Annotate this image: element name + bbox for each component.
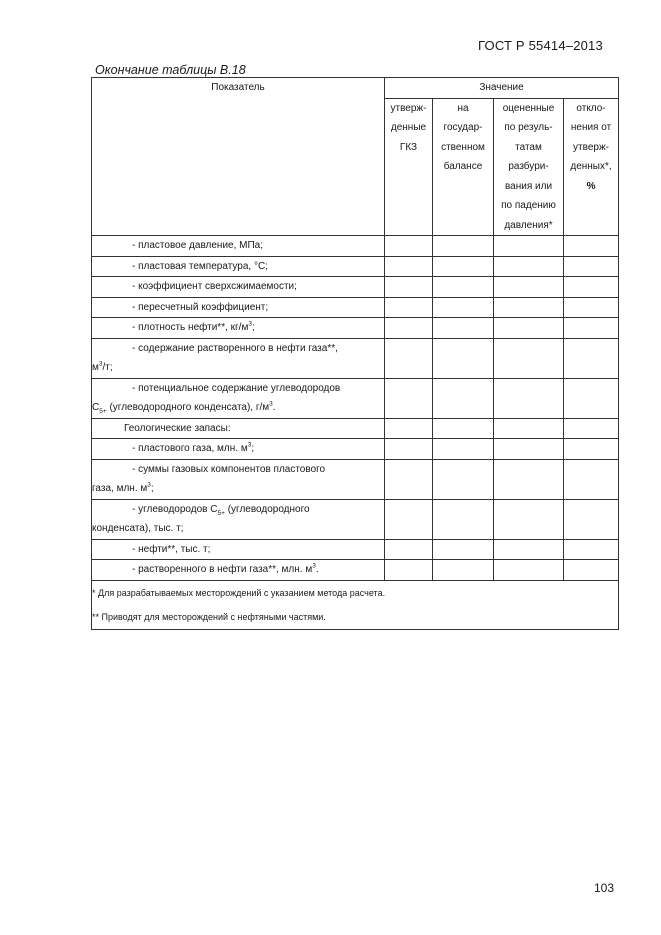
table-row	[92, 439, 619, 460]
row-label: - пластовое давление, МПа;	[92, 236, 385, 257]
table-header-row	[92, 78, 619, 99]
row-label: - потенциальное содержание углеводородов $С_{5+}$ (углеводородного конденсата), $г/м^3$.	[92, 378, 385, 418]
row-label: - плотность нефти**, $кг/м^3$;	[92, 318, 385, 339]
table-caption: Окончание таблицы В.18	[95, 63, 246, 77]
footnotes-row	[92, 580, 619, 629]
table-row	[92, 499, 619, 539]
row-label: - растворенного в нефти газа**, млн. $м^3$.	[92, 560, 385, 581]
row-label: - нефти**, тыс. т;	[92, 539, 385, 560]
header-indicator: Показатель	[92, 78, 385, 236]
row-label: - пластового газа, млн. $м^3$;	[92, 439, 385, 460]
table-row	[92, 277, 619, 298]
row-label: - пластовая температура, °С;	[92, 256, 385, 277]
table-row	[92, 318, 619, 339]
footnotes	[92, 580, 619, 629]
data-table	[91, 77, 619, 630]
row-label: - содержание растворенного в нефти газа**, $м^3/т$;	[92, 338, 385, 378]
subheader-state-balance: на государ- ственном балансе	[433, 98, 494, 236]
row-label: - углеводородов $С_{5+}$ (углеводородного конденсата), тыс. т;	[92, 499, 385, 539]
footnote: * Для разрабатываемых месторождений с указанием метода расчета.	[92, 587, 386, 598]
subheader-deviation: откло- нения от утверж- денных*, %	[564, 98, 619, 236]
subheader-estimated: оцененные по резуль- татам разбури- вания или по падению давления*	[494, 98, 564, 236]
table-row	[92, 338, 619, 378]
table-row	[92, 418, 619, 439]
table-row	[92, 297, 619, 318]
row-label: - пересчетный коэффициент;	[92, 297, 385, 318]
table-row	[92, 560, 619, 581]
subheader-approved-gkz: утверж- денные ГКЗ	[385, 98, 433, 236]
row-label: - суммы газовых компонентов пластового газа, млн. $м^3$;	[92, 459, 385, 499]
table-row	[92, 539, 619, 560]
header-value: Значение	[385, 78, 619, 99]
table-row	[92, 378, 619, 418]
page-number: 103	[594, 881, 615, 895]
table-row	[92, 236, 619, 257]
table-row	[92, 256, 619, 277]
row-label: - коэффициент сверхсжимаемости;	[92, 277, 385, 298]
footnote: ** Приводят для месторождений с нефтяными частями.	[92, 611, 326, 622]
row-label-section: Геологические запасы:	[92, 418, 385, 439]
table-row	[92, 459, 619, 499]
document-code: ГОСТ Р 55414–2013	[478, 38, 603, 53]
